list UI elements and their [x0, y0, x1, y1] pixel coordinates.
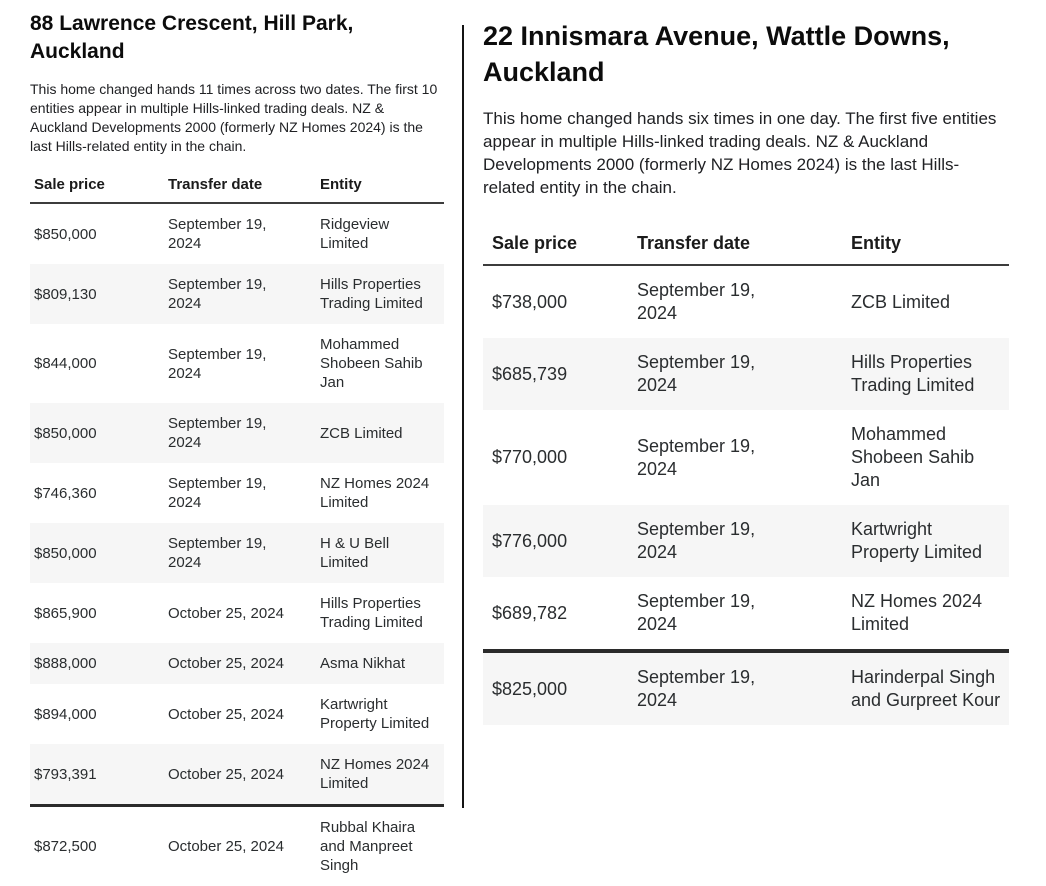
transfer-date-text: September 19, 2024 [168, 345, 296, 383]
column-header: Sale price [30, 172, 168, 203]
property-description: This home changed hands six times in one day. The first five entities appear in multiple Hills-linked trading deals. NZ & Auckland Developments 2000 (formerly NZ Homes 2024) is the last Hills-related entity in the chain. [483, 107, 1009, 199]
sale-price-cell: $888,000 [30, 643, 168, 684]
transfer-date-text: September 19, 2024 [637, 590, 789, 636]
table-row [483, 651, 1009, 725]
sales-history-table [30, 172, 444, 886]
entity-cell: Mohammed Shobeen Sahib Jan [320, 324, 444, 403]
transfer-date-cell [637, 577, 851, 651]
table-row [483, 410, 1009, 505]
sale-price-cell: $685,739 [483, 338, 637, 410]
sale-price-cell: $872,500 [30, 806, 168, 886]
transfer-date-cell [168, 643, 320, 684]
entity-cell: Kartwright Property Limited [320, 684, 444, 744]
entity-cell: Ridgeview Limited [320, 203, 444, 264]
sale-price-cell: $776,000 [483, 505, 637, 577]
transfer-date-text: September 19, 2024 [637, 351, 789, 397]
sale-price-cell: $738,000 [483, 265, 637, 338]
transfer-date-cell [168, 684, 320, 744]
entity-cell: H & U Bell Limited [320, 523, 444, 583]
sale-price-cell: $793,391 [30, 744, 168, 806]
entity-cell: NZ Homes 2024 Limited [320, 463, 444, 523]
panel-divider [462, 25, 464, 808]
column-header: Entity [320, 172, 444, 203]
table-row [30, 523, 444, 583]
page-title: 22 Innismara Avenue, Wattle Downs, Auckland [483, 18, 1009, 90]
transfer-date-text: September 19, 2024 [168, 534, 296, 572]
sale-price-cell: $689,782 [483, 577, 637, 651]
page-title: 88 Lawrence Crescent, Hill Park, Auckland [30, 10, 444, 66]
transfer-date-text: September 19, 2024 [168, 215, 296, 253]
transfer-date-cell [168, 203, 320, 264]
sale-price-cell: $809,130 [30, 264, 168, 324]
sale-price-cell: $850,000 [30, 523, 168, 583]
table-row [30, 203, 444, 264]
entity-cell: Hills Properties Trading Limited [851, 338, 1009, 410]
transfer-date-cell [168, 463, 320, 523]
table-row [30, 324, 444, 403]
entity-cell: NZ Homes 2024 Limited [320, 744, 444, 806]
entity-cell: ZCB Limited [851, 265, 1009, 338]
transfer-date-cell [168, 806, 320, 886]
transfer-date-text: September 19, 2024 [637, 518, 789, 564]
table-row [30, 684, 444, 744]
entity-cell: ZCB Limited [320, 403, 444, 463]
sale-price-cell: $825,000 [483, 651, 637, 725]
table-row [30, 583, 444, 643]
entity-cell: Hills Properties Trading Limited [320, 583, 444, 643]
entity-cell: Kartwright Property Limited [851, 505, 1009, 577]
transfer-date-cell [168, 744, 320, 806]
sale-price-cell: $894,000 [30, 684, 168, 744]
table-row [30, 264, 444, 324]
table-header-row [483, 229, 1009, 265]
entity-cell: Mohammed Shobeen Sahib Jan [851, 410, 1009, 505]
transfer-date-text: September 19, 2024 [168, 414, 296, 452]
column-header: Sale price [483, 229, 637, 265]
table-row [30, 744, 444, 806]
transfer-date-text: September 19, 2024 [637, 666, 789, 712]
sale-price-cell: $865,900 [30, 583, 168, 643]
transfer-date-text: October 25, 2024 [168, 837, 284, 856]
entity-cell: Rubbal Khaira and Manpreet Singh [320, 806, 444, 886]
transfer-date-text: September 19, 2024 [637, 279, 789, 325]
transfer-date-text: October 25, 2024 [168, 705, 284, 724]
column-header: Entity [851, 229, 1009, 265]
sale-price-cell: $850,000 [30, 203, 168, 264]
entity-cell: Asma Nikhat [320, 643, 444, 684]
entity-cell: Harinderpal Singh and Gurpreet Kour [851, 651, 1009, 725]
sale-price-cell: $844,000 [30, 324, 168, 403]
transfer-date-cell [168, 324, 320, 403]
transfer-date-text: September 19, 2024 [168, 474, 296, 512]
table-row [483, 577, 1009, 651]
transfer-date-text: October 25, 2024 [168, 604, 284, 623]
transfer-date-text: October 25, 2024 [168, 765, 284, 784]
transfer-date-cell [637, 505, 851, 577]
table-header-row [30, 172, 444, 203]
property-description: This home changed hands 11 times across two dates. The first 10 entities appear in multiple Hills-linked trading deals. NZ & Auckland Developments 2000 (formerly NZ Homes 2024) is the last Hills-related entity in the chain. [30, 80, 444, 156]
transfer-date-cell [168, 583, 320, 643]
transfer-date-cell [637, 651, 851, 725]
table-row [483, 505, 1009, 577]
transfer-date-text: September 19, 2024 [637, 435, 789, 481]
property-panel-innismara-avenue [483, 18, 1009, 725]
table-row [30, 463, 444, 523]
transfer-date-cell [168, 264, 320, 324]
entity-cell: Hills Properties Trading Limited [320, 264, 444, 324]
transfer-date-text: October 25, 2024 [168, 654, 284, 673]
table-row [30, 403, 444, 463]
property-panel-lawrence-crescent [30, 10, 444, 886]
sale-price-cell: $746,360 [30, 463, 168, 523]
column-header: Transfer date [637, 229, 851, 265]
table-row [30, 806, 444, 886]
column-header: Transfer date [168, 172, 320, 203]
table-row [483, 338, 1009, 410]
transfer-date-cell [168, 403, 320, 463]
table-row [483, 265, 1009, 338]
transfer-date-text: September 19, 2024 [168, 275, 296, 313]
transfer-date-cell [637, 410, 851, 505]
table-row [30, 643, 444, 684]
transfer-date-cell [637, 265, 851, 338]
sale-price-cell: $770,000 [483, 410, 637, 505]
transfer-date-cell [168, 523, 320, 583]
transfer-date-cell [637, 338, 851, 410]
sales-history-table [483, 229, 1009, 725]
sale-price-cell: $850,000 [30, 403, 168, 463]
entity-cell: NZ Homes 2024 Limited [851, 577, 1009, 651]
